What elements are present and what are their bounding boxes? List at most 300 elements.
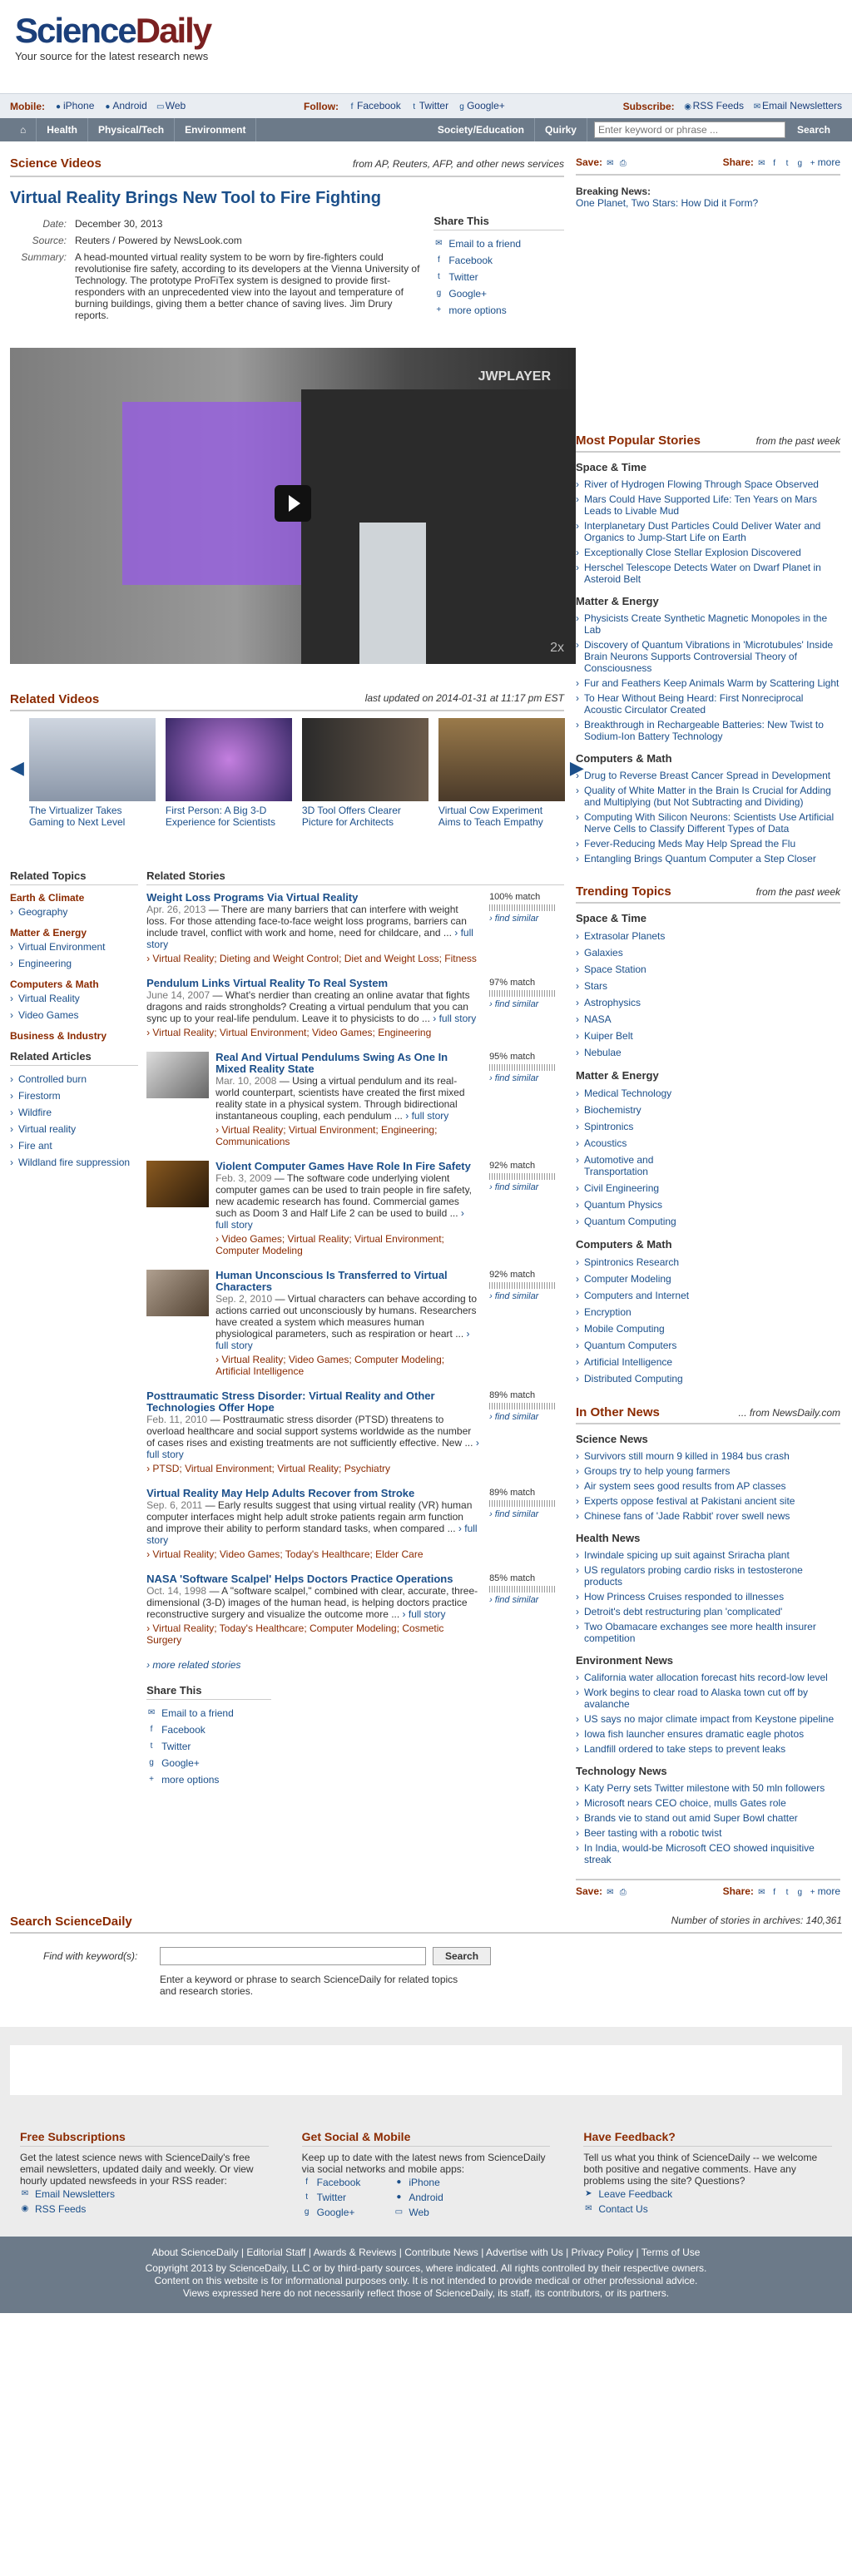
- popular-range: from the past week: [755, 434, 840, 447]
- print-icon[interactable]: ⎙: [619, 159, 627, 168]
- story-row: [146, 1161, 479, 1256]
- search-input[interactable]: [594, 121, 785, 138]
- popular-group-title: Computers & Math: [576, 752, 672, 765]
- twitter-link[interactable]: [302, 2190, 361, 2205]
- share-more-link[interactable]: more: [817, 156, 840, 168]
- topic-category: Earth & Climate: [10, 892, 85, 904]
- search-section: [0, 1910, 852, 1997]
- video-caption: The Virtualizer Takes Gaming to Next Level: [28, 805, 126, 828]
- article-title: Virtual Reality Brings New Tool to Fire Fighting: [10, 189, 381, 207]
- rss-link[interactable]: [683, 100, 744, 112]
- find-similar-link[interactable]: › find similar: [489, 1412, 539, 1422]
- trending-topic-link[interactable]: › Distributed Computing: [576, 1370, 692, 1387]
- trending-topic-link[interactable]: › Galaxies: [576, 944, 692, 961]
- subs-text: Get the latest science news with ScienceDaily's free email newsletters, updated daily and weekly. Or view hourly updated newsfeeds in your RSS reader:: [20, 2152, 254, 2187]
- share-twitter-label: Twitter: [161, 1741, 191, 1752]
- meta-row: [12, 233, 424, 248]
- story-text: — Using a virtual pendulum and its real-world counterpart, scientists have created the first mixed reality state in a physical system. Through bidirectional instantaneous coupling, each pendulum ...: [215, 1075, 465, 1122]
- twitter-link[interactable]: [409, 100, 448, 112]
- popular-header: [576, 429, 840, 453]
- share-twitter-label: Twitter: [448, 271, 478, 283]
- story-row: [146, 978, 479, 1038]
- popular-story-link[interactable]: › Exceptionally Close Stellar Explosion Discovered: [576, 545, 840, 560]
- twitter-icon: t: [305, 2192, 309, 2202]
- popular-group-title: Matter & Energy: [576, 595, 659, 607]
- article-link[interactable]: › Virtual reality: [10, 1121, 138, 1137]
- share-google[interactable]: [433, 285, 564, 302]
- home-icon[interactable]: ⌂: [10, 118, 37, 141]
- summary-label: Summary:: [21, 251, 67, 263]
- share-group: [723, 1885, 840, 1898]
- story-text: — What's nerdier than creating an online avatar that fights dragons and raids strongholds? Creating a virtual pendulum that you can sync up to your real-life pendulum. Leave it to physicists to do ...: [146, 989, 470, 1024]
- subscriptions: [20, 2130, 269, 2220]
- othernews-link[interactable]: › Chinese fans of 'Jade Rabbit' rover swell news: [576, 1508, 840, 1523]
- story-item: [146, 892, 564, 964]
- trending-topic-link[interactable]: › Space Station: [576, 961, 692, 978]
- othernews-link[interactable]: › Beer tasting with a robotic twist: [576, 1825, 840, 1840]
- share-twitter[interactable]: [433, 269, 564, 285]
- email-icon[interactable]: ✉: [607, 159, 614, 168]
- find-similar-link[interactable]: › find similar: [489, 914, 539, 924]
- find-similar-link[interactable]: › find similar: [489, 1182, 539, 1192]
- story-tags[interactable]: › PTSD; Virtual Environment; Virtual Reality; Psychiatry: [146, 1463, 391, 1474]
- story-thumbnail[interactable]: [146, 1052, 209, 1098]
- related-video[interactable]: [438, 718, 565, 828]
- story-tags[interactable]: › Video Games; Virtual Reality; Virtual Environment; Computer Modeling: [215, 1233, 444, 1256]
- article-link[interactable]: › Firestorm: [10, 1087, 138, 1104]
- popular-story-link[interactable]: › Interplanetary Dust Particles Could Deliver Water and Organics to Jump-Start Life on Earth: [576, 518, 840, 545]
- video-player[interactable]: [10, 348, 576, 664]
- story-tags[interactable]: › Virtual Reality; Video Games; Today's Healthcare; Elder Care: [146, 1548, 424, 1560]
- video-thumbnail: [166, 718, 292, 801]
- related-topics-title: Related Topics: [10, 869, 138, 885]
- article-link[interactable]: › Wildfire: [10, 1104, 138, 1121]
- trending-topic-link[interactable]: › Biochemistry: [576, 1102, 692, 1118]
- web-link[interactable]: [394, 2205, 443, 2220]
- full-story-link[interactable]: › full story: [146, 927, 473, 950]
- save-share-bar-bottom: [576, 1879, 840, 1898]
- popular-story-link[interactable]: › Computing With Silicon Neurons: Scientists Use Artificial Nerve Cells to Classify Different Types of Data: [576, 810, 840, 836]
- video-caption: 3D Tool Offers Clearer Picture for Architects: [301, 805, 401, 828]
- main-content: [0, 141, 852, 1898]
- othernews-link[interactable]: › California water allocation forecast hits record-low level: [576, 1670, 840, 1685]
- story-row: [146, 1488, 479, 1560]
- android-link[interactable]: [394, 2190, 443, 2205]
- topic-category: Computers & Math: [10, 978, 99, 990]
- othernews-link[interactable]: › Air system sees good results from AP classes: [576, 1479, 840, 1494]
- story-item: [146, 1052, 564, 1147]
- iphone-link[interactable]: [53, 100, 94, 112]
- android-label: Android: [112, 100, 147, 111]
- share-box-bottom: [146, 1684, 564, 1788]
- popular-story-link[interactable]: › River of Hydrogen Flowing Through Space Observed: [576, 477, 840, 492]
- trending-topic-link[interactable]: › Computers and Internet: [576, 1287, 692, 1304]
- trending-topic-link[interactable]: › Stars: [576, 978, 692, 994]
- trending-topic-link[interactable]: › Automotive and Transportation: [576, 1152, 692, 1180]
- story-date: Oct. 14, 1998: [146, 1585, 207, 1597]
- video-door: [359, 523, 426, 664]
- othernews-link[interactable]: › Work begins to clear road to Alaska town cut off by avalanche: [576, 1685, 840, 1712]
- chevron-left-icon[interactable]: ◀: [10, 757, 24, 778]
- story-text: — Virtual characters can behave according to actions carried out unconsciously by humans. Researchers have created a system which measures human physiological parameters, such as respiration or heart ...: [215, 1293, 478, 1340]
- popular-story-link[interactable]: › Mars Could Have Supported Life: Ten Years on Mars Leads to Livable Mud: [576, 492, 840, 518]
- othernews-link[interactable]: › Groups try to help young farmers: [576, 1464, 840, 1479]
- story-text: — Posttraumatic stress disorder (PTSD) threatens to overload healthcare and social support systems worldwide as the number of cases rises and existing treatments are not sufficiently effective. New ...: [146, 1414, 476, 1449]
- story-item: [146, 978, 564, 1038]
- othernews-link[interactable]: › Microsoft nears CEO choice, mulls Gates role: [576, 1796, 840, 1811]
- match-label: 92% match: [489, 1161, 536, 1171]
- share-email-label: Email to a friend: [161, 1707, 234, 1719]
- trending-topic-link[interactable]: › Civil Engineering: [576, 1180, 692, 1196]
- related-videos-title: Related Videos: [10, 692, 100, 706]
- othernews-link[interactable]: › In India, would-be Microsoft CEO showed inquisitive streak: [576, 1840, 840, 1867]
- share-email[interactable]: [146, 1705, 564, 1721]
- topic-link[interactable]: › Virtual Reality: [10, 990, 138, 1007]
- email-icon[interactable]: ✉: [758, 159, 765, 168]
- facebook-icon[interactable]: f: [773, 159, 776, 168]
- plus-icon[interactable]: +: [810, 1888, 815, 1897]
- article-link[interactable]: › Fire ant: [10, 1137, 138, 1154]
- google-plus-icon[interactable]: g: [797, 159, 803, 168]
- plus-icon[interactable]: +: [810, 159, 815, 168]
- logo-part-a: Science: [15, 11, 136, 50]
- popular-story-link[interactable]: › Fever-Reducing Meds May Help Spread the Flu: [576, 836, 840, 851]
- share-twitter[interactable]: [146, 1738, 564, 1755]
- search-submit-button[interactable]: Search: [433, 1947, 491, 1965]
- nav-society-education[interactable]: Society/Education: [428, 118, 535, 141]
- google-plus-icon: g: [304, 2207, 310, 2217]
- more-stories-link[interactable]: › more related stories: [146, 1659, 241, 1671]
- apple-icon: ●: [396, 2177, 402, 2187]
- othernews-link[interactable]: › Landfill ordered to take steps to prevent leaks: [576, 1741, 840, 1756]
- related-video[interactable]: [302, 718, 428, 828]
- story-date: Feb. 11, 2010: [146, 1414, 208, 1425]
- email-icon: ✉: [585, 2204, 592, 2213]
- email-icon[interactable]: ✉: [607, 1888, 614, 1897]
- share-email[interactable]: [433, 235, 564, 252]
- match-bar: [489, 904, 556, 911]
- find-similar-link[interactable]: › find similar: [489, 1595, 539, 1605]
- newsletter-link[interactable]: [20, 2187, 269, 2202]
- story-date: Sep. 2, 2010: [215, 1293, 273, 1305]
- trending-topic-link[interactable]: › Medical Technology: [576, 1085, 692, 1102]
- popular-story-link[interactable]: › Fur and Feathers Keep Animals Warm by Scattering Light: [576, 676, 840, 691]
- share-facebook-label: Facebook: [161, 1724, 206, 1736]
- full-story-link[interactable]: › full story: [215, 1328, 470, 1351]
- search-button[interactable]: Search: [785, 118, 842, 141]
- trending-topic-link[interactable]: › Astrophysics: [576, 994, 692, 1011]
- find-similar-link[interactable]: › find similar: [489, 999, 539, 1009]
- trending-topic-link[interactable]: › Quantum Computers: [576, 1337, 692, 1354]
- social: [302, 2130, 551, 2220]
- email-icon[interactable]: ✉: [758, 1888, 765, 1897]
- story-title[interactable]: Real And Virtual Pendulums Swing As One In Mixed Reality State: [215, 1051, 448, 1075]
- subs-title: Free Subscriptions: [20, 2130, 269, 2147]
- site-tagline: Your source for the latest research news: [15, 50, 209, 62]
- share-more-label: more options: [161, 1774, 220, 1786]
- popular-story-link[interactable]: › To Hear Without Being Heard: First Nonreciprocal Acoustic Circulator Created: [576, 691, 840, 717]
- rss-label: RSS Feeds: [692, 100, 744, 111]
- othernews-link[interactable]: › US says no major climate impact from Keystone pipeline: [576, 1712, 840, 1726]
- rss-link[interactable]: [20, 2202, 269, 2217]
- trending-topic-link[interactable]: › Encryption: [576, 1304, 692, 1320]
- print-icon[interactable]: ⎙: [619, 1888, 627, 1897]
- social-title: Get Social & Mobile: [302, 2130, 551, 2147]
- share-more[interactable]: [433, 302, 564, 319]
- story-tags[interactable]: › Virtual Reality; Dieting and Weight Control; Diet and Weight Loss; Fitness: [146, 953, 477, 964]
- twitter-icon: t: [437, 272, 440, 281]
- archive-count: Number of stories in archives: 140,361: [671, 1915, 842, 1926]
- story-thumbnail[interactable]: [146, 1161, 209, 1207]
- trending-topic-link[interactable]: › Extrasolar Planets: [576, 928, 692, 944]
- find-similar-link[interactable]: › find similar: [489, 1073, 539, 1083]
- plus-icon: +: [149, 1775, 154, 1784]
- story-content: [146, 978, 479, 1038]
- match-bar: [489, 1282, 556, 1289]
- iphone-link[interactable]: [394, 2175, 443, 2190]
- othernews-link[interactable]: › Brands vie to stand out amid Super Bowl chatter: [576, 1811, 840, 1825]
- match-bar: [489, 1586, 556, 1593]
- facebook-link[interactable]: [302, 2175, 361, 2190]
- story-tags[interactable]: › Virtual Reality; Virtual Environment; Video Games; Engineering: [146, 1027, 432, 1038]
- trending-topic-link[interactable]: › Nebulae: [576, 1044, 692, 1061]
- popular-story-link[interactable]: › Discovery of Quantum Vibrations in 'Microtubules' Inside Brain Neurons Supports Controversial Theory of Consciousness: [576, 637, 840, 676]
- topic-link[interactable]: › Geography: [10, 904, 138, 920]
- nav-health[interactable]: Health: [37, 118, 88, 141]
- story-content: [146, 1488, 479, 1560]
- find-label: Find with keyword(s):: [43, 1950, 138, 1962]
- views-disclaimer: Views expressed here do not necessarily reflect those of ScienceDaily, its staff, its contributors, or its partners.: [182, 2287, 670, 2299]
- footer-links[interactable]: About ScienceDaily | Editorial Staff | Awards & Reviews | Contribute News | Advertise with Us | Privacy Policy | Terms of Use: [151, 2247, 701, 2258]
- story-title[interactable]: Violent Computer Games Have Role In Fire Safety: [215, 1160, 471, 1172]
- find-similar-link[interactable]: › find similar: [489, 1291, 539, 1301]
- othernews-link[interactable]: › Experts oppose festival at Pakistani ancient site: [576, 1494, 840, 1508]
- google-link[interactable]: [302, 2205, 361, 2220]
- twitter-icon[interactable]: t: [785, 159, 789, 168]
- twitter-label: Twitter: [316, 2192, 347, 2203]
- main-nav: [0, 118, 852, 141]
- video-thumbnail: [29, 718, 156, 801]
- trending-topic-link[interactable]: › Spintronics: [576, 1118, 692, 1135]
- bottom-bar: [0, 2237, 852, 2313]
- related-section: [10, 869, 564, 1788]
- topic-category: Matter & Energy: [10, 927, 87, 939]
- source-value: Reuters / Powered by NewsLook.com: [75, 235, 242, 246]
- android-link[interactable]: [102, 100, 146, 112]
- web-label: Web: [165, 100, 186, 111]
- othernews-group-title: Health News: [576, 1532, 641, 1544]
- related-video[interactable]: [29, 718, 156, 828]
- facebook-link[interactable]: [347, 100, 401, 112]
- feedback: [583, 2130, 832, 2220]
- full-story-link[interactable]: › full story: [433, 1013, 477, 1024]
- story-item: [146, 1270, 564, 1377]
- trending-topic-link[interactable]: › Quantum Computing: [576, 1213, 692, 1230]
- share-google[interactable]: [146, 1755, 564, 1771]
- match-label: 89% match: [489, 1488, 536, 1498]
- othernews-link[interactable]: › Detroit's debt restructuring plan 'complicated': [576, 1604, 840, 1619]
- story-tags[interactable]: › Virtual Reality; Video Games; Computer Modeling; Artificial Intelligence: [215, 1354, 445, 1377]
- article-link[interactable]: › Wildland fire suppression: [10, 1154, 138, 1171]
- facebook-icon: f: [305, 2177, 309, 2187]
- share-facebook[interactable]: [433, 252, 564, 269]
- topic-link[interactable]: › Virtual Environment: [10, 939, 138, 955]
- twitter-icon[interactable]: t: [785, 1888, 789, 1897]
- full-story-link[interactable]: › full story: [215, 1207, 464, 1231]
- popular-story-link[interactable]: › Physicists Create Synthetic Magnetic Monopoles in the Lab: [576, 611, 840, 637]
- related-topics: [10, 869, 146, 1788]
- ad-space: [576, 209, 840, 417]
- article-link[interactable]: › Controlled burn: [10, 1071, 138, 1087]
- othernews-link[interactable]: › Katy Perry sets Twitter milestone with 50 mln followers: [576, 1781, 840, 1796]
- story-item: [146, 1390, 564, 1474]
- story-date: Mar. 10, 2008: [215, 1075, 277, 1087]
- google-label: Google+: [316, 2207, 355, 2218]
- match-label: 89% match: [489, 1390, 536, 1400]
- share-google-label: Google+: [448, 288, 488, 300]
- story-title[interactable]: Human Unconscious Is Transferred to Virtual Characters: [215, 1269, 448, 1293]
- footer: [0, 2113, 852, 2237]
- story-body: [146, 892, 479, 964]
- othernews-link[interactable]: › US regulators probing cardio risks in testosterone products: [576, 1563, 840, 1589]
- story-title[interactable]: Virtual Reality May Help Adults Recover from Stroke: [146, 1487, 415, 1499]
- popular-story-link[interactable]: › Entangling Brings Quantum Computer a Step Closer: [576, 851, 840, 866]
- share-facebook[interactable]: [146, 1721, 564, 1738]
- ad-slot: [10, 2045, 842, 2095]
- share-more-link[interactable]: more: [817, 1885, 840, 1897]
- android-icon: ●: [396, 2192, 402, 2202]
- google-plus-icon[interactable]: g: [797, 1888, 803, 1897]
- othernews-link[interactable]: › How Princess Cruises responded to illnesses: [576, 1589, 840, 1604]
- share-email-label: Email to a friend: [448, 238, 522, 250]
- story-text: — A "software scalpel," combined with clear, accurate, three-dimensional (3-D) images of the human head, is helping doctors practice reconstructive surgery and visualize the outcome more ...: [146, 1585, 478, 1620]
- story-title[interactable]: Pendulum Links Virtual Reality To Real System: [146, 977, 388, 989]
- story-match: [479, 892, 562, 964]
- trending-topic-link[interactable]: › Computer Modeling: [576, 1271, 692, 1287]
- section-title: Science Videos: [10, 156, 102, 171]
- newsletter-label: Email Newsletters: [35, 2188, 116, 2200]
- newsletter-label: Email Newsletters: [761, 100, 842, 111]
- popular-story-link[interactable]: › Quality of White Matter in the Brain Is Crucial for Adding and Multiplying (but Not Subtracting and Dividing): [576, 783, 840, 810]
- popular-story-link[interactable]: › Herschel Telescope Detects Water on Dwarf Planet in Asteroid Belt: [576, 560, 840, 587]
- trending-topic-link[interactable]: › Acoustics: [576, 1135, 692, 1152]
- email-icon: ✉: [21, 2189, 29, 2198]
- story-text: — There are many barriers that can interfere with weight loss. For those attending face-to-face weight loss programs, barriers can include travel, conflict with work and home, need for childcare, and ...: [146, 904, 467, 939]
- trending-topic-link[interactable]: › Artificial Intelligence: [576, 1354, 692, 1370]
- story-content: [146, 1390, 479, 1474]
- othernews-link[interactable]: › Iowa fish launcher ensures dramatic eagle photos: [576, 1726, 840, 1741]
- source-label: Source:: [32, 235, 67, 246]
- topic-link[interactable]: › Video Games: [10, 1007, 138, 1023]
- trending-range: from the past week: [755, 885, 840, 898]
- match-bar: [489, 1064, 556, 1071]
- popular-group-title: Space & Time: [576, 461, 647, 473]
- video-caption: First Person: A Big 3-D Experience for Scientists: [165, 805, 275, 828]
- article-details: [10, 215, 425, 324]
- share-box: [425, 215, 564, 324]
- section-header: [10, 150, 564, 177]
- match-bar: [489, 990, 556, 997]
- share-facebook-label: Facebook: [448, 255, 493, 266]
- rss-icon: ◉: [21, 2204, 29, 2213]
- popular-story-link[interactable]: › Breakthrough in Rechargeable Batteries: New Twist to Sodium-Ion Battery Technology: [576, 717, 840, 744]
- newsletter-link[interactable]: [752, 100, 842, 112]
- contact-link[interactable]: [583, 2202, 832, 2217]
- leave-feedback-link[interactable]: [583, 2187, 832, 2202]
- feedback-text: Tell us what you think of ScienceDaily -- we welcome both positive and negative comments. Have any problems using the site? Questions?: [583, 2152, 818, 2187]
- othernews-list: [576, 1433, 840, 1867]
- story-tags[interactable]: › Virtual Reality; Today's Healthcare; Computer Modeling; Cosmetic Surgery: [146, 1622, 444, 1646]
- trending-topic-link[interactable]: › Mobile Computing: [576, 1320, 692, 1337]
- share-more[interactable]: [146, 1771, 564, 1788]
- breaking-link[interactable]: One Planet, Two Stars: How Did it Form?: [576, 197, 759, 209]
- full-story-link[interactable]: › full story: [146, 1437, 479, 1460]
- othernews-link[interactable]: › Survivors still mourn 9 killed in 1984 bus crash: [576, 1449, 840, 1464]
- story-thumbnail[interactable]: [146, 1270, 209, 1316]
- google-link[interactable]: [457, 100, 505, 112]
- share-label: Share:: [722, 156, 754, 168]
- popular-story-link[interactable]: › Drug to Reverse Breast Cancer Spread in Development: [576, 768, 840, 783]
- trending-topic-link[interactable]: › Spintronics Research: [576, 1254, 692, 1271]
- nav-physical-tech[interactable]: Physical/Tech: [88, 118, 175, 141]
- share-group: [723, 156, 840, 169]
- othernews-link[interactable]: › Irwindale spicing up suit against Sriracha plant: [576, 1548, 840, 1563]
- story-body: [146, 1161, 479, 1256]
- story-body: [146, 1573, 479, 1646]
- twitter-label: Twitter: [419, 100, 449, 111]
- trending-topic-link[interactable]: › Quantum Physics: [576, 1196, 692, 1213]
- related-stories-title: Related Stories: [146, 869, 564, 885]
- nav-quirky[interactable]: Quirky: [535, 118, 587, 141]
- story-row: [146, 1270, 479, 1377]
- topic-link[interactable]: › Engineering: [10, 955, 138, 972]
- story-title[interactable]: Posttraumatic Stress Disorder: Virtual Reality and Other Technologies Offer Hope: [146, 1390, 435, 1414]
- related-video[interactable]: [166, 718, 292, 828]
- full-story-link[interactable]: › full story: [146, 1523, 478, 1546]
- chevron-right-icon[interactable]: ▶: [569, 757, 584, 778]
- nav-environment[interactable]: Environment: [175, 118, 256, 141]
- iphone-label: iPhone: [409, 2177, 440, 2188]
- related-articles-title: Related Articles: [10, 1050, 138, 1066]
- copyright: Copyright 2013 by ScienceDaily, LLC or by third-party sources, where indicated. All rights controlled by their respective owners.: [145, 2262, 707, 2274]
- story-text: — The software code underlying violent computer games can be used to train people in fire safety, new academic research has found. Commercial games such as Doom 3 and Half Life 2 can be used to build ...: [215, 1172, 473, 1219]
- right-column: [576, 141, 840, 1898]
- story-row: [146, 1390, 479, 1474]
- find-similar-link[interactable]: › find similar: [489, 1509, 539, 1519]
- share-google-label: Google+: [161, 1757, 200, 1769]
- full-story-link[interactable]: › full story: [405, 1110, 449, 1122]
- play-icon[interactable]: [275, 485, 311, 522]
- trending-topic-link[interactable]: › Kuiper Belt: [576, 1028, 692, 1044]
- othernews-header: [576, 1400, 840, 1424]
- story-text: — Early results suggest that using virtual reality (VR) human computer interfaces might help adult stroke patients regain arm function and improve their ability to perform standard tasks, when compared ...: [146, 1499, 473, 1534]
- keyword-input[interactable]: [160, 1947, 426, 1965]
- story-tags[interactable]: › Virtual Reality; Virtual Environment; Engineering; Communications: [215, 1124, 438, 1147]
- trending-topic-link[interactable]: › NASA: [576, 1011, 692, 1028]
- web-label: Web: [409, 2207, 429, 2218]
- othernews-link[interactable]: › Two Obamacare exchanges see more health insurer competition: [576, 1619, 840, 1646]
- story-title[interactable]: NASA 'Software Scalpel' Helps Doctors Practice Operations: [146, 1573, 453, 1585]
- facebook-icon[interactable]: f: [773, 1888, 776, 1897]
- story-title[interactable]: Weight Loss Programs Via Virtual Reality: [146, 891, 359, 904]
- meta-table: [10, 215, 425, 324]
- story-body: [146, 978, 479, 1038]
- full-story-link[interactable]: › full story: [402, 1608, 446, 1620]
- site-logo[interactable]: [15, 12, 837, 50]
- web-link[interactable]: [156, 100, 186, 112]
- story-row: [146, 892, 479, 964]
- google-plus-icon: g: [459, 102, 464, 111]
